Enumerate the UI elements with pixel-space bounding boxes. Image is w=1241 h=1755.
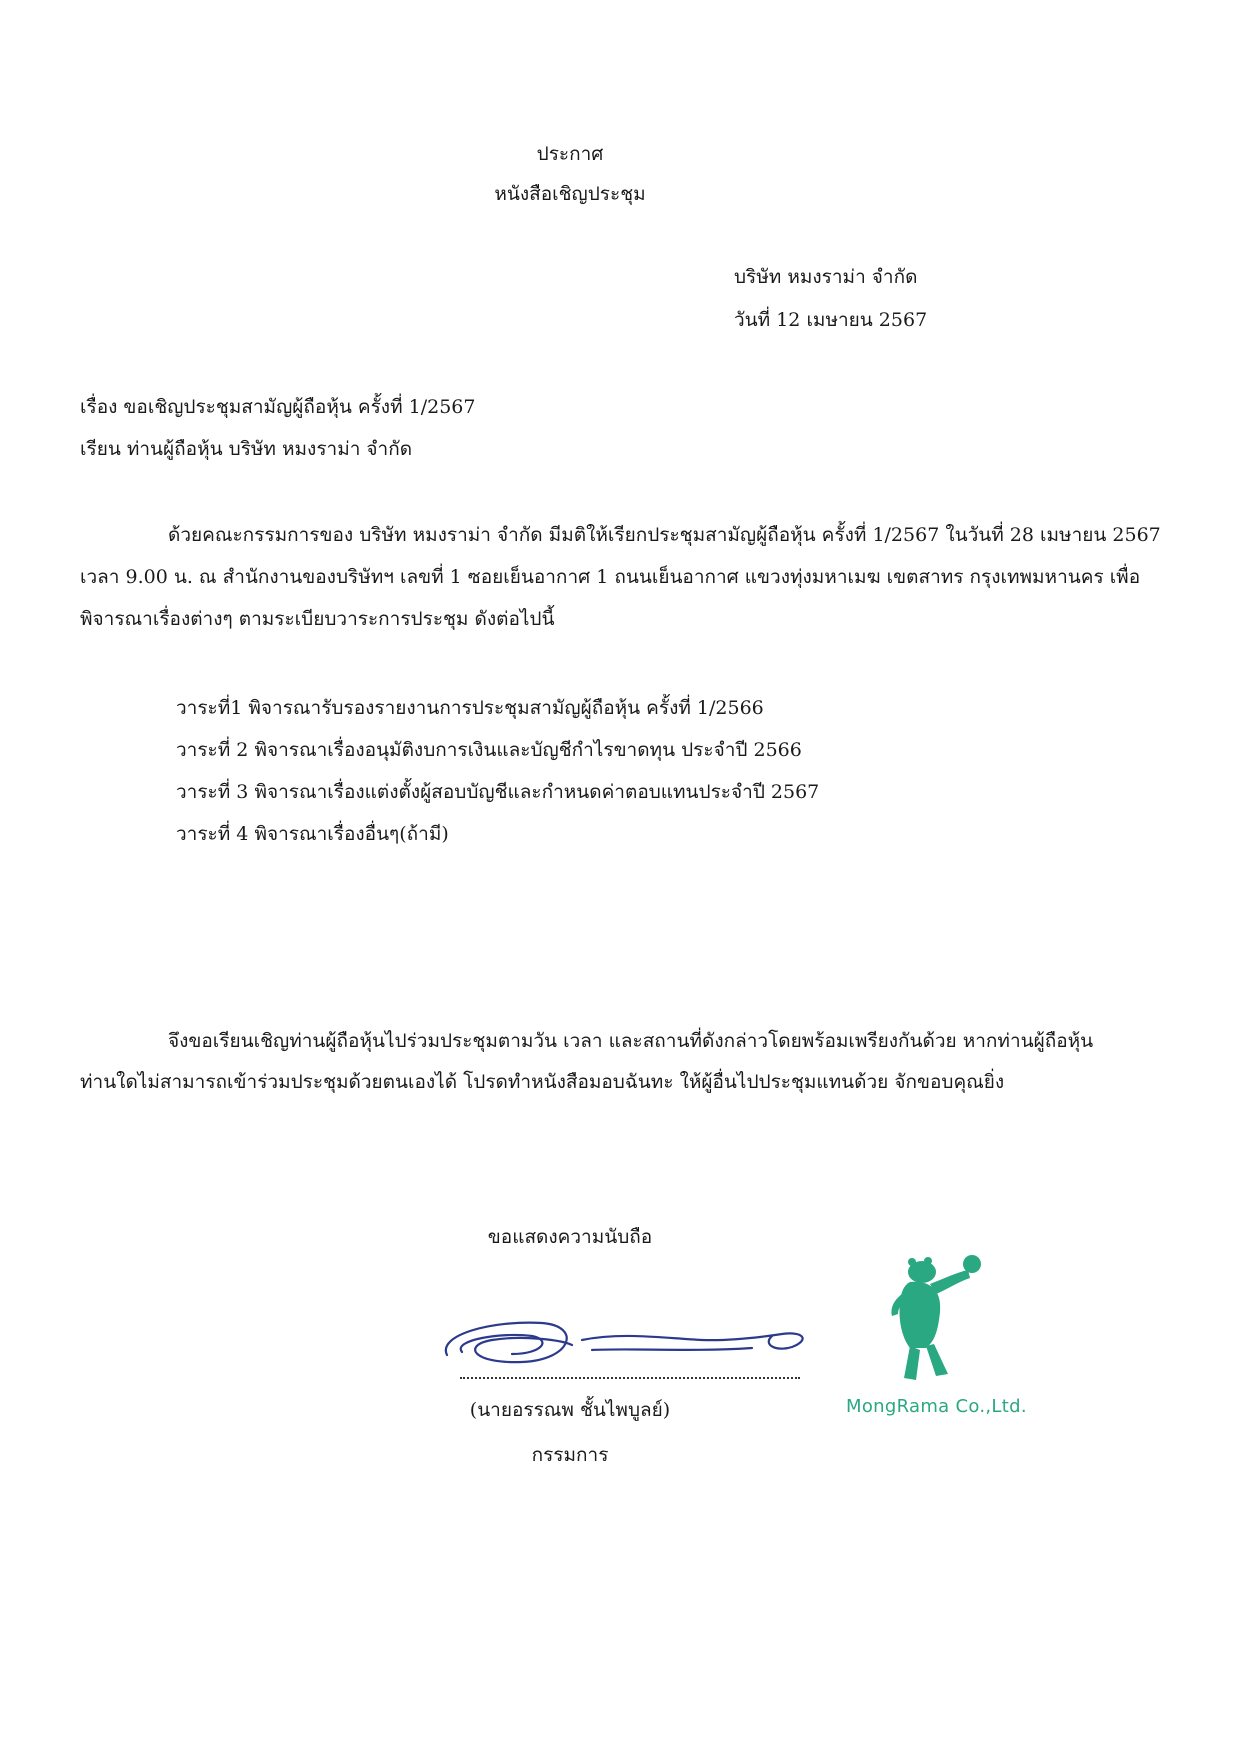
company-logo-text: MongRama Co.,Ltd. — [846, 1396, 1027, 1417]
intro-line: พิจารณาเรื่องต่างๆ ตามระเบียบวาระการประชุม ดังต่อไปนี้ — [80, 608, 555, 630]
letter-date: วันที่ 12 เมษายน 2567 — [734, 309, 928, 331]
signer-name: (นายอรรณพ ชั้นไพบูลย์) — [469, 1399, 671, 1421]
agenda-item: วาระที่ 4 พิจารณาเรื่องอื่นๆ(ถ้ามี) — [176, 823, 449, 845]
handwritten-signature — [432, 1290, 832, 1390]
regards-text: ขอแสดงความนับถือ — [487, 1226, 653, 1248]
agenda-item: วาระที่1 พิจารณารับรองรายงานการประชุมสามัญผู้ถือหุ้น ครั้งที่ 1/2566 — [176, 697, 764, 719]
agenda-item: วาระที่ 2 พิจารณาเรื่องอนุมัติงบการเงินและบัญชีกำไรขาดทุน ประจำปี 2566 — [176, 739, 802, 761]
intro-line: เวลา 9.00 น. ณ สำนักงานของบริษัทฯ เลขที่ 1 ซอยเย็นอากาศ 1 ถนนเย็นอากาศ แขวงทุ่งมหาเมฆ เขตสาทร กรุงเทพมหานคร เพื่อ — [80, 566, 1141, 588]
agenda-item: วาระที่ 3 พิจารณาเรื่องแต่งตั้งผู้สอบบัญชีและกำหนดค่าตอบแทนประจำปี 2567 — [176, 781, 820, 803]
invitation-heading: หนังสือเชิญประชุม — [494, 183, 646, 205]
signature-line — [460, 1377, 800, 1379]
recipient-line: เรียน ท่านผู้ถือหุ้น บริษัท หมงราม่า จำกัด — [80, 438, 413, 460]
company-name: บริษัท หมงราม่า จำกัด — [734, 266, 918, 288]
subject-line: เรื่อง ขอเชิญประชุมสามัญผู้ถือหุ้น ครั้งที่ 1/2567 — [80, 396, 476, 418]
closing-line: จึงขอเรียนเชิญท่านผู้ถือหุ้นไปร่วมประชุมตามวัน เวลา และสถานที่ดังกล่าวโดยพร้อมเพรียงกันด้วย หากท่านผู้ถือหุ้น — [168, 1030, 1094, 1052]
signer-title: กรรมการ — [531, 1444, 609, 1466]
intro-line: ด้วยคณะกรรมการของ บริษัท หมงราม่า จำกัด มีมติให้เรียกประชุมสามัญผู้ถือหุ้น ครั้งที่ 1/2567 ในวันที่ 28 เมษายน 2567 — [168, 524, 1161, 546]
bear-logo-icon — [880, 1250, 1000, 1390]
closing-line: ท่านใดไม่สามารถเข้าร่วมประชุมด้วยตนเองได้ โปรดทำหนังสือมอบฉันทะ ให้ผู้อื่นไปประชุมแทนด้วย จักขอบคุณยิ่ง — [80, 1071, 1005, 1093]
announcement-heading: ประกาศ — [536, 143, 604, 165]
